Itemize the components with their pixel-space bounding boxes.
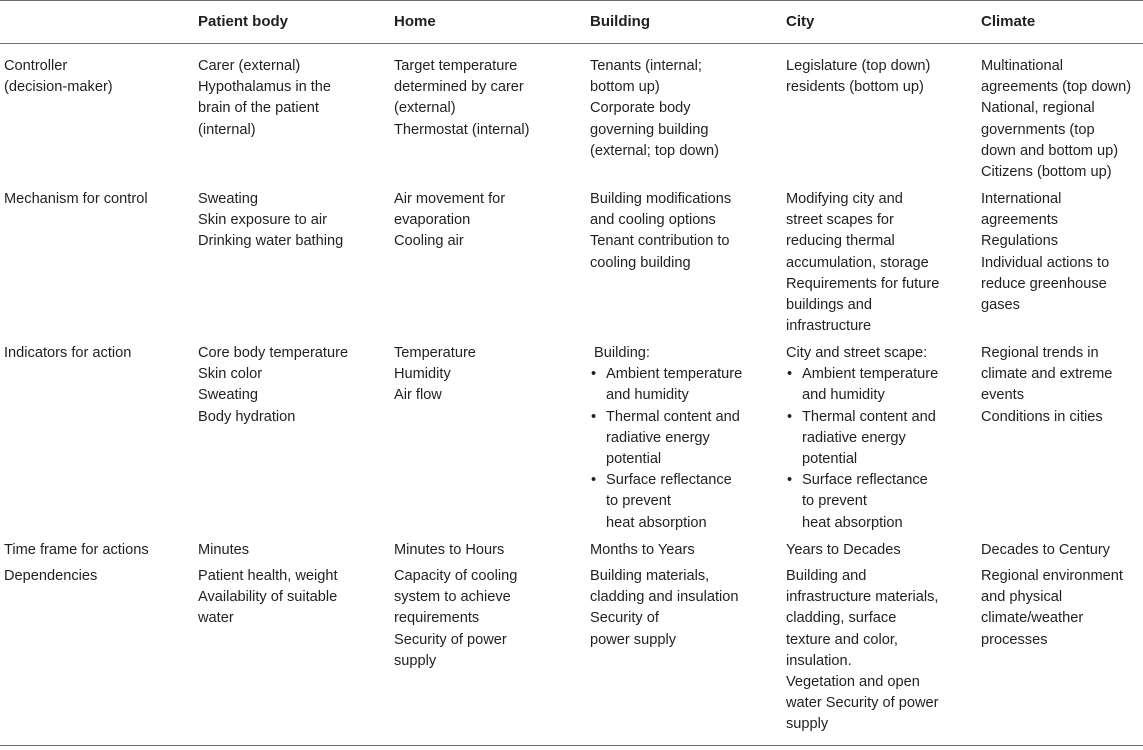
cell-line: climate/weather bbox=[981, 610, 1084, 627]
table-cell bbox=[786, 189, 939, 337]
cell-line: system to achieve bbox=[394, 589, 511, 606]
cell-line: water bbox=[198, 610, 234, 627]
cell-line: Corporate body bbox=[590, 100, 691, 117]
cell-line: street scapes for bbox=[786, 212, 894, 229]
table-cell bbox=[198, 566, 338, 630]
table-cell bbox=[198, 540, 249, 561]
column-header-climate: Climate bbox=[981, 13, 1036, 30]
cell-line: Air movement for bbox=[394, 191, 506, 207]
cell-line: Building materials, bbox=[590, 568, 710, 584]
cell-line: Regional trends in bbox=[981, 345, 1099, 361]
cell-line: Modifying city and bbox=[786, 191, 903, 207]
cell-line: Tenant contribution to bbox=[590, 233, 730, 250]
cell-line: Building and bbox=[786, 568, 867, 584]
table-bottom-rule bbox=[0, 745, 1143, 746]
bullet-item-line: radiative energy bbox=[606, 429, 710, 446]
bullet-item-line: to prevent bbox=[606, 493, 671, 510]
cell-line: insulation. bbox=[786, 652, 852, 669]
cell-line: Security of bbox=[590, 610, 659, 627]
cell-line: governing building bbox=[590, 121, 709, 138]
cell-line: Body hydration bbox=[198, 408, 296, 425]
table-cell bbox=[394, 540, 504, 561]
cell-line: governments (top bbox=[981, 121, 1095, 138]
cell-line: Capacity of cooling bbox=[394, 568, 518, 584]
bullet-item-line: to prevent bbox=[802, 493, 867, 510]
cell-line: bottom up) bbox=[590, 79, 660, 96]
cell-line: water Security of power bbox=[786, 695, 939, 712]
cell-line: infrastructure materials, bbox=[786, 589, 939, 606]
bullet-item-line: heat absorption bbox=[606, 514, 707, 531]
cell-line: Humidity bbox=[394, 366, 451, 383]
cell-line: Availability of suitable bbox=[198, 589, 338, 606]
table-cell bbox=[590, 189, 731, 274]
bullet-item: • Thermal content and bbox=[590, 407, 742, 428]
bullet-item-line: potential bbox=[802, 451, 858, 468]
bullet-item-line: potential bbox=[606, 451, 662, 468]
cell-line: Core body temperature bbox=[198, 345, 349, 361]
row-label-line: Time frame for actions bbox=[4, 542, 149, 558]
bullet-item-line: radiative energy bbox=[802, 429, 906, 446]
row-label-line: Mechanism for control bbox=[4, 191, 148, 207]
cell-line: Requirements for future bbox=[786, 275, 940, 292]
cell-line: Minutes bbox=[198, 542, 250, 558]
row-label bbox=[4, 566, 97, 587]
cell-line: Regional environment bbox=[981, 568, 1123, 584]
cell-line: agreements (top down) bbox=[981, 79, 1132, 96]
cell-line: reduce greenhouse bbox=[981, 275, 1107, 292]
cell-line: Cooling air bbox=[394, 233, 464, 250]
table-header-rule bbox=[0, 43, 1143, 44]
cell-line: buildings and bbox=[786, 297, 873, 314]
table-cell bbox=[786, 56, 930, 98]
row-label bbox=[4, 56, 113, 98]
cell-line: Legislature (top down) bbox=[786, 58, 931, 74]
cell-line: supply bbox=[394, 652, 437, 669]
cell-line: Skin exposure to air bbox=[198, 212, 327, 229]
cell-line: determined by carer bbox=[394, 79, 524, 96]
table-cell bbox=[198, 56, 331, 141]
cell-line: (external; top down) bbox=[590, 142, 719, 159]
table-cell bbox=[981, 189, 1109, 316]
cell-line: National, regional bbox=[981, 100, 1095, 117]
cell-line: supply bbox=[786, 716, 829, 733]
cell-line: Hypothalamus in the bbox=[198, 79, 332, 96]
cell-line: accumulation, storage bbox=[786, 254, 929, 271]
table-cell bbox=[786, 566, 939, 736]
row-label-line: Indicators for action bbox=[4, 345, 132, 361]
cell-line: Air flow bbox=[394, 387, 442, 404]
bullet-item-line: and humidity bbox=[606, 387, 689, 404]
cell-line: residents (bottom up) bbox=[786, 79, 924, 96]
cell-line: Tenants (internal; bbox=[590, 58, 702, 74]
cell-line: Temperature bbox=[394, 345, 476, 361]
cell-line: infrastructure bbox=[786, 318, 872, 335]
cell-line: climate and extreme bbox=[981, 366, 1113, 383]
cell-line: Regulations bbox=[981, 233, 1059, 250]
cell-line: Drinking water bathing bbox=[198, 233, 344, 250]
cell-line: power supply bbox=[590, 631, 676, 648]
cell-line: and cooling options bbox=[590, 212, 716, 229]
bullet-list-cell bbox=[590, 343, 742, 534]
table-cell bbox=[590, 540, 695, 561]
row-label-line: (decision-maker) bbox=[4, 79, 113, 96]
column-header-city: City bbox=[786, 13, 815, 30]
table-cell bbox=[786, 540, 901, 561]
cell-line: reducing thermal bbox=[786, 233, 895, 250]
row-label bbox=[4, 540, 149, 561]
cell-line: Multinational bbox=[981, 58, 1063, 74]
cell-line: Conditions in cities bbox=[981, 408, 1103, 425]
table-cell bbox=[590, 566, 738, 651]
cell-line: events bbox=[981, 387, 1024, 404]
cell-line: processes bbox=[981, 631, 1048, 648]
cell-line: Security of power bbox=[394, 631, 507, 648]
row-label-line: Dependencies bbox=[4, 568, 98, 584]
cell-line: Minutes to Hours bbox=[394, 542, 505, 558]
table-cell bbox=[394, 343, 476, 407]
bullet-item: • Ambient temperature bbox=[590, 364, 742, 385]
table-top-rule bbox=[0, 0, 1143, 1]
table-cell bbox=[394, 566, 517, 672]
cell-line: Skin color bbox=[198, 366, 263, 383]
cell-line: Target temperature bbox=[394, 58, 518, 74]
table-cell bbox=[590, 56, 719, 162]
cell-line: Vegetation and open bbox=[786, 674, 920, 691]
cell-line: Thermostat (internal) bbox=[394, 121, 530, 138]
cell-line: Patient health, weight bbox=[198, 568, 338, 584]
row-label-line: Controller bbox=[4, 58, 68, 74]
table-cell bbox=[981, 566, 1123, 651]
cell-line: Individual actions to bbox=[981, 254, 1110, 271]
cell-line: cladding, surface bbox=[786, 610, 897, 627]
bullet-item: • Ambient temperature bbox=[786, 364, 938, 385]
cell-line: Sweating bbox=[198, 387, 259, 404]
table-cell bbox=[198, 343, 348, 428]
cell-line: brain of the patient bbox=[198, 100, 319, 117]
cell-line: gases bbox=[981, 297, 1020, 314]
bullet-list-heading: Building: bbox=[594, 345, 650, 361]
cell-line: Carer (external) bbox=[198, 58, 301, 74]
cell-line: (external) bbox=[394, 100, 456, 117]
cell-line: requirements bbox=[394, 610, 480, 627]
table-cell bbox=[981, 56, 1131, 183]
cell-line: cooling building bbox=[590, 254, 691, 271]
table-cell bbox=[981, 343, 1112, 428]
cell-line: and physical bbox=[981, 589, 1063, 606]
row-label bbox=[4, 189, 148, 210]
cell-line: Sweating bbox=[198, 191, 259, 207]
cell-line: Citizens (bottom up) bbox=[981, 164, 1112, 181]
bullet-item: • Surface reflectance bbox=[590, 470, 742, 491]
table-cell bbox=[394, 56, 529, 141]
bullet-item: • Surface reflectance bbox=[786, 470, 938, 491]
table-cell bbox=[981, 540, 1110, 561]
cell-line: Years to Decades bbox=[786, 542, 901, 558]
cell-line: Months to Years bbox=[590, 542, 695, 558]
cell-line: International bbox=[981, 191, 1062, 207]
column-header-home: Home bbox=[394, 13, 436, 30]
cell-line: texture and color, bbox=[786, 631, 898, 648]
bullet-list-cell bbox=[786, 343, 938, 534]
table-cell bbox=[198, 189, 343, 253]
cell-line: cladding and insulation bbox=[590, 589, 739, 606]
cell-line: agreements bbox=[981, 212, 1059, 229]
cell-line: Building modifications bbox=[590, 191, 732, 207]
cell-line: Decades to Century bbox=[981, 542, 1110, 558]
bullet-item: • Thermal content and bbox=[786, 407, 938, 428]
cell-line: evaporation bbox=[394, 212, 471, 229]
bullet-item-line: heat absorption bbox=[802, 514, 903, 531]
table-cell bbox=[394, 189, 505, 253]
bullet-list-heading: City and street scape: bbox=[786, 345, 928, 361]
bullet-item-line: and humidity bbox=[802, 387, 885, 404]
column-header-building: Building bbox=[590, 13, 650, 30]
column-header-patient-body: Patient body bbox=[198, 13, 289, 30]
row-label bbox=[4, 343, 131, 364]
cell-line: (internal) bbox=[198, 121, 256, 138]
cell-line: down and bottom up) bbox=[981, 142, 1119, 159]
